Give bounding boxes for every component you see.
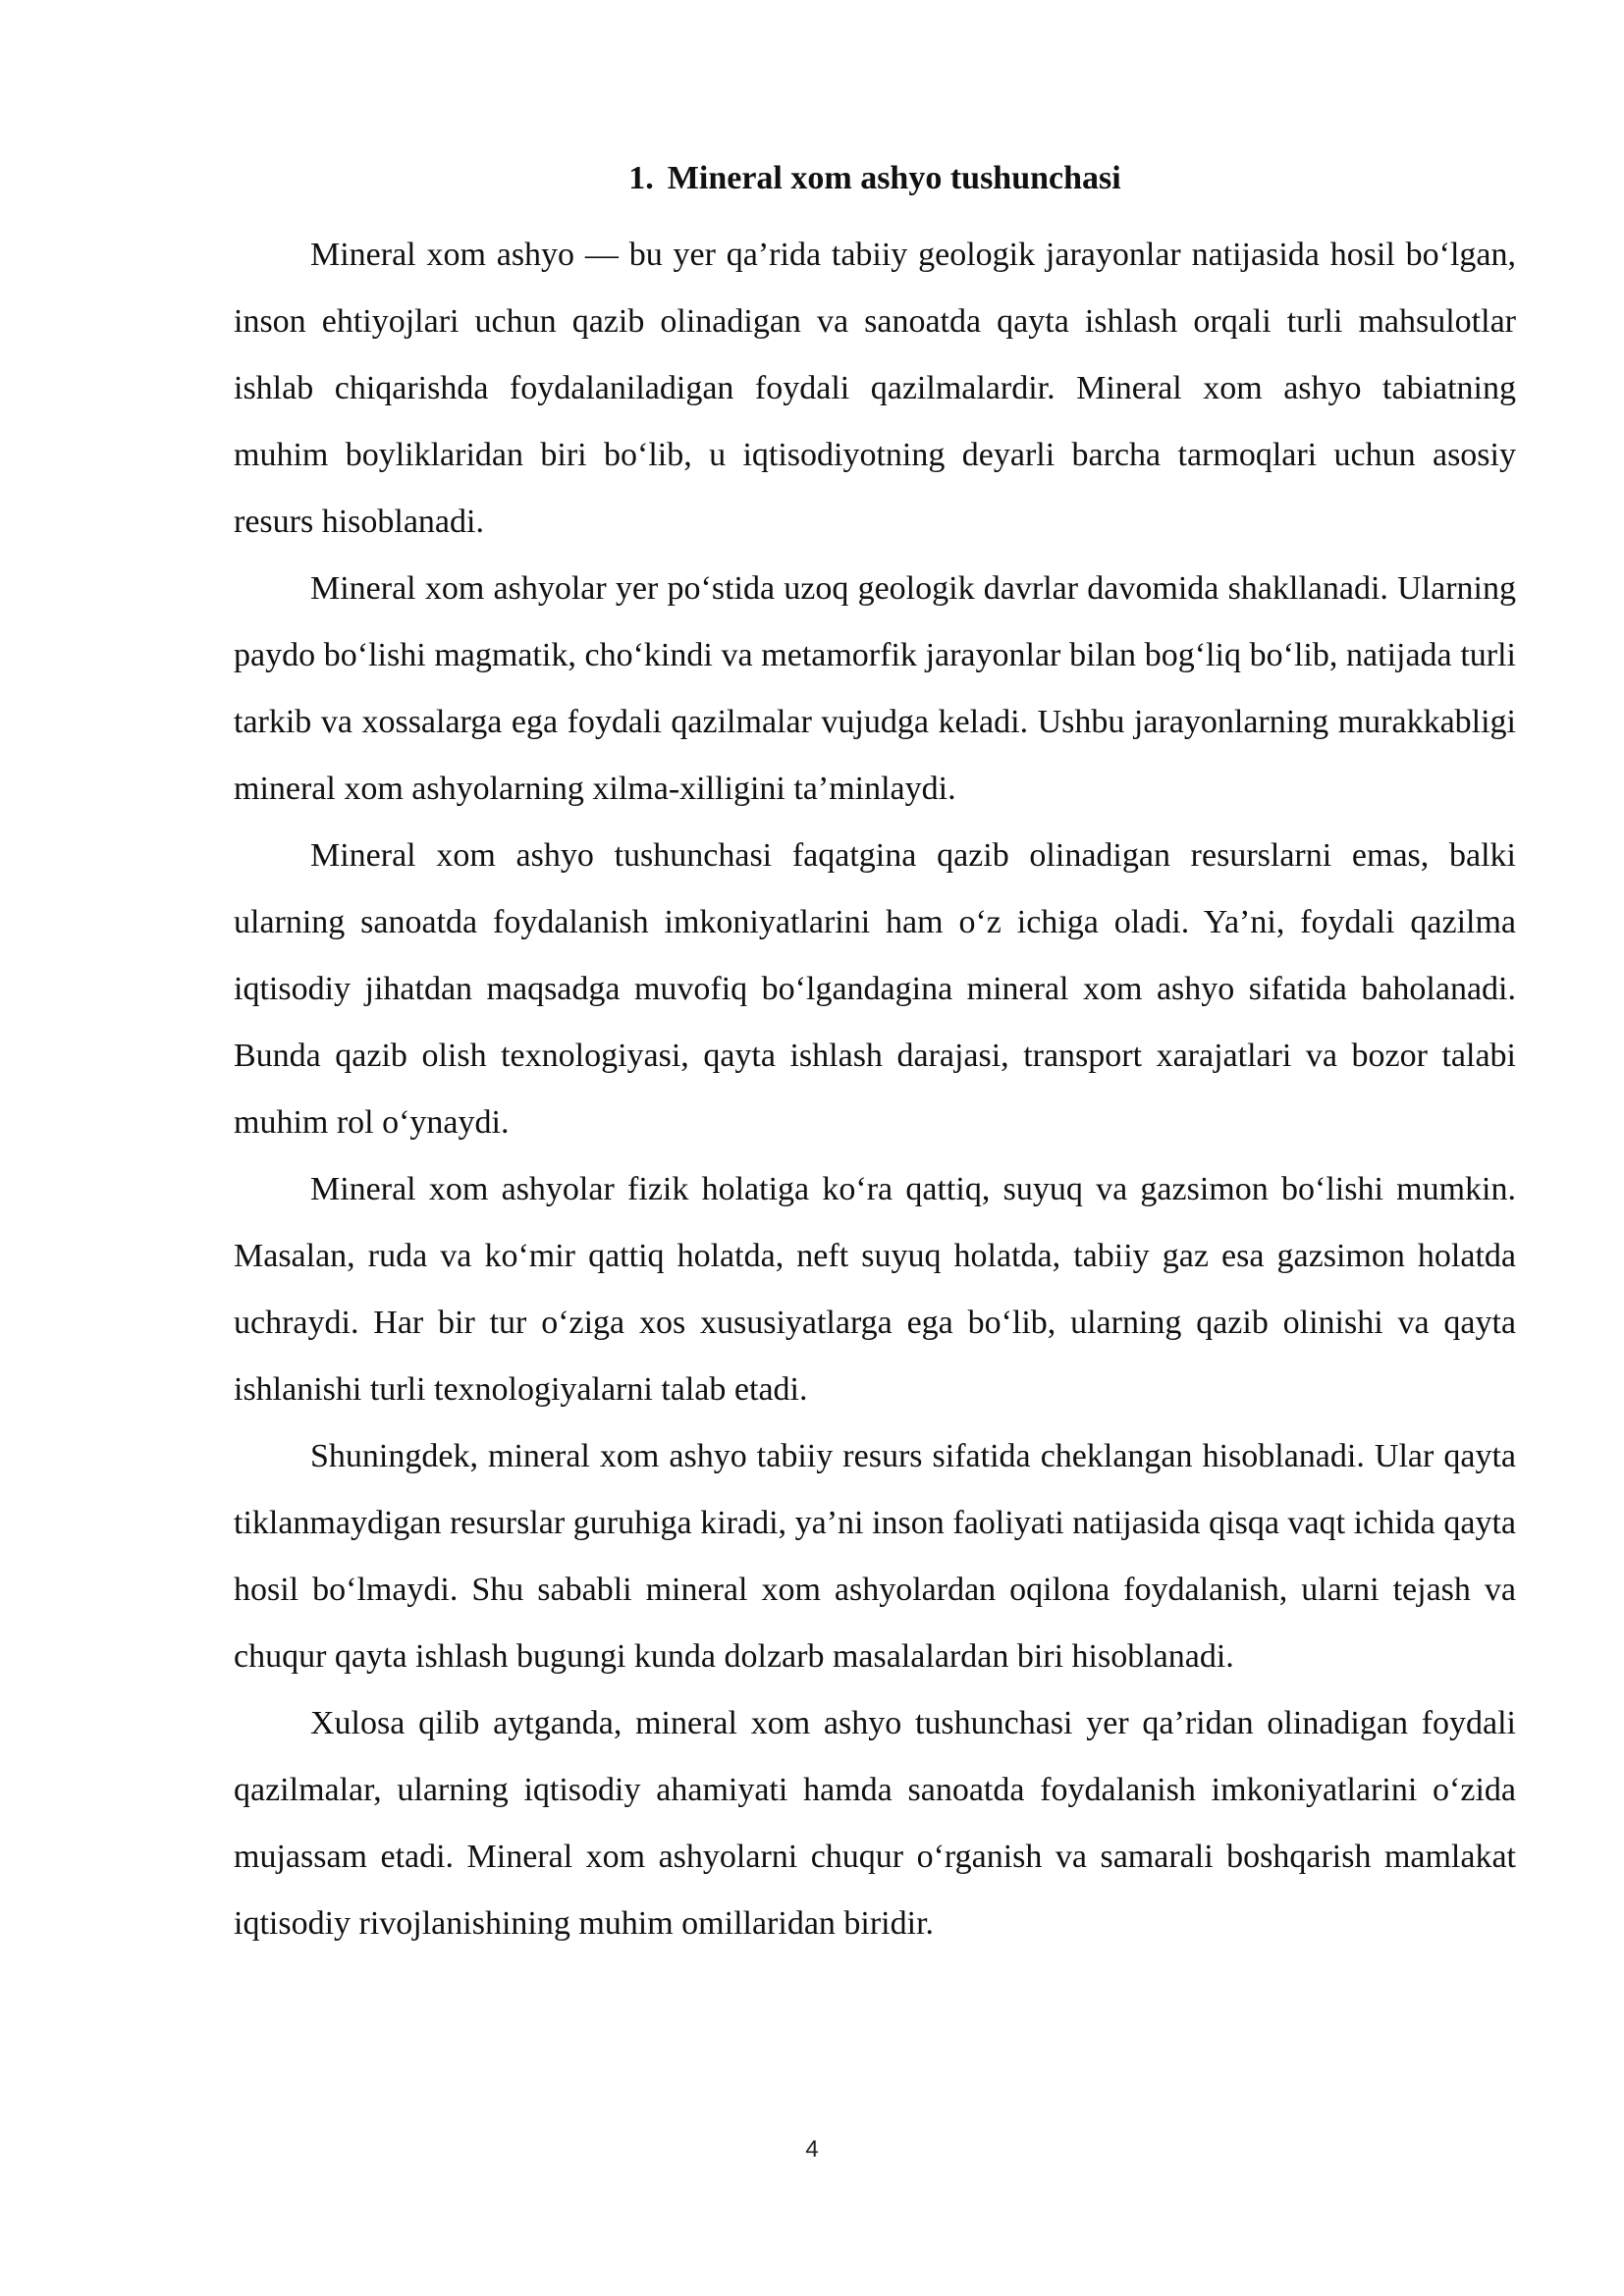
paragraph-6: Xulosa qilib aytganda, mineral xom ashyo tushunchasi yer qa’ridan olinadigan foydali qazilmalar, ularning iqtisodiy ahamiyati hamda sanoatda foydalanish imkoniyatlarini o‘zida mujassam etadi. Mineral xom ashyolarni chuqur o‘rganish va samarali boshqarish mamlakat iqtisodiy rivojlanishining muhim omillaridan biridir. (234, 1705, 1516, 1942)
paragraph-1: Mineral xom ashyo — bu yer qa’rida tabiiy geologik jarayonlar natijasida hosil bo‘lgan, inson ehtiyojlari uchun qazib olinadigan va sanoatda qayta ishlash orqali turli mahsulotlar ishlab chiqarishda foydalaniladigan foydali qazilmalardir. Mineral xom ashyo tabiatning muhim boyliklaridan biri bo‘lib, u iqtisodiyotning deyarli barcha tarmoqlari uchun asosiy resurs hisoblanadi. (234, 237, 1516, 540)
page-number: 4 (805, 2136, 819, 2163)
section-heading (234, 147, 1516, 210)
paragraph-3: Mineral xom ashyo tushunchasi faqatgina qazib olinadigan resurslarni emas, balki ularning sanoatda foydalanish imkoniyatlarini ham o‘z ichiga oladi. Ya’ni, foydali qazilma iqtisodiy jihatdan maqsadga muvofiq bo‘lgandagina mineral xom ashyo sifatida baholanadi. Bunda qazib olish texnologiyasi, qayta ishlash darajasi, transport xarajatlari va bozor talabi muhim rol o‘ynaydi. (234, 837, 1516, 1141)
section-number: 1. (628, 160, 654, 196)
paragraph-5: Shuningdek, mineral xom ashyo tabiiy resurs sifatida cheklangan hisoblanadi. Ular qayta tiklanmaydigan resurslar guruhiga kiradi, ya’ni inson faoliyati natijasida qisqa vaqt ichida qayta hosil bo‘lmaydi. Shu sababli mineral xom ashyolardan oqilona foydalanish, ularni tejash va chuqur qayta ishlash bugungi kunda dolzarb masalalardan biri hisoblanadi. (234, 1438, 1516, 1675)
paragraph-4: Mineral xom ashyolar fizik holatiga ko‘ra qattiq, suyuq va gazsimon bo‘lishi mumkin. Masalan, ruda va ko‘mir qattiq holatda, neft suyuq holatda, tabiiy gaz esa gazsimon holatda uchraydi. Har bir tur o‘ziga xos xususiyatlarga ega bo‘lib, ularning qazib olinishi va qayta ishlanishi turli texnologiyalarni talab etadi. (234, 1171, 1516, 1408)
paragraph-2: Mineral xom ashyolar yer po‘stida uzoq geologik davrlar davomida shakllanadi. Ularning paydo bo‘lishi magmatik, cho‘kindi va metamorfik jarayonlar bilan bog‘liq bo‘lib, natijada turli tarkib va xossalarga ega foydali qazilmalar vujudga keladi. Ushbu jarayonlarning murakkabligi mineral xom ashyolarning xilma-xilligini ta’minlaydi. (234, 570, 1516, 807)
page-content (234, 147, 1516, 1957)
section-title: Mineral xom ashyo tushunchasi (667, 160, 1121, 196)
